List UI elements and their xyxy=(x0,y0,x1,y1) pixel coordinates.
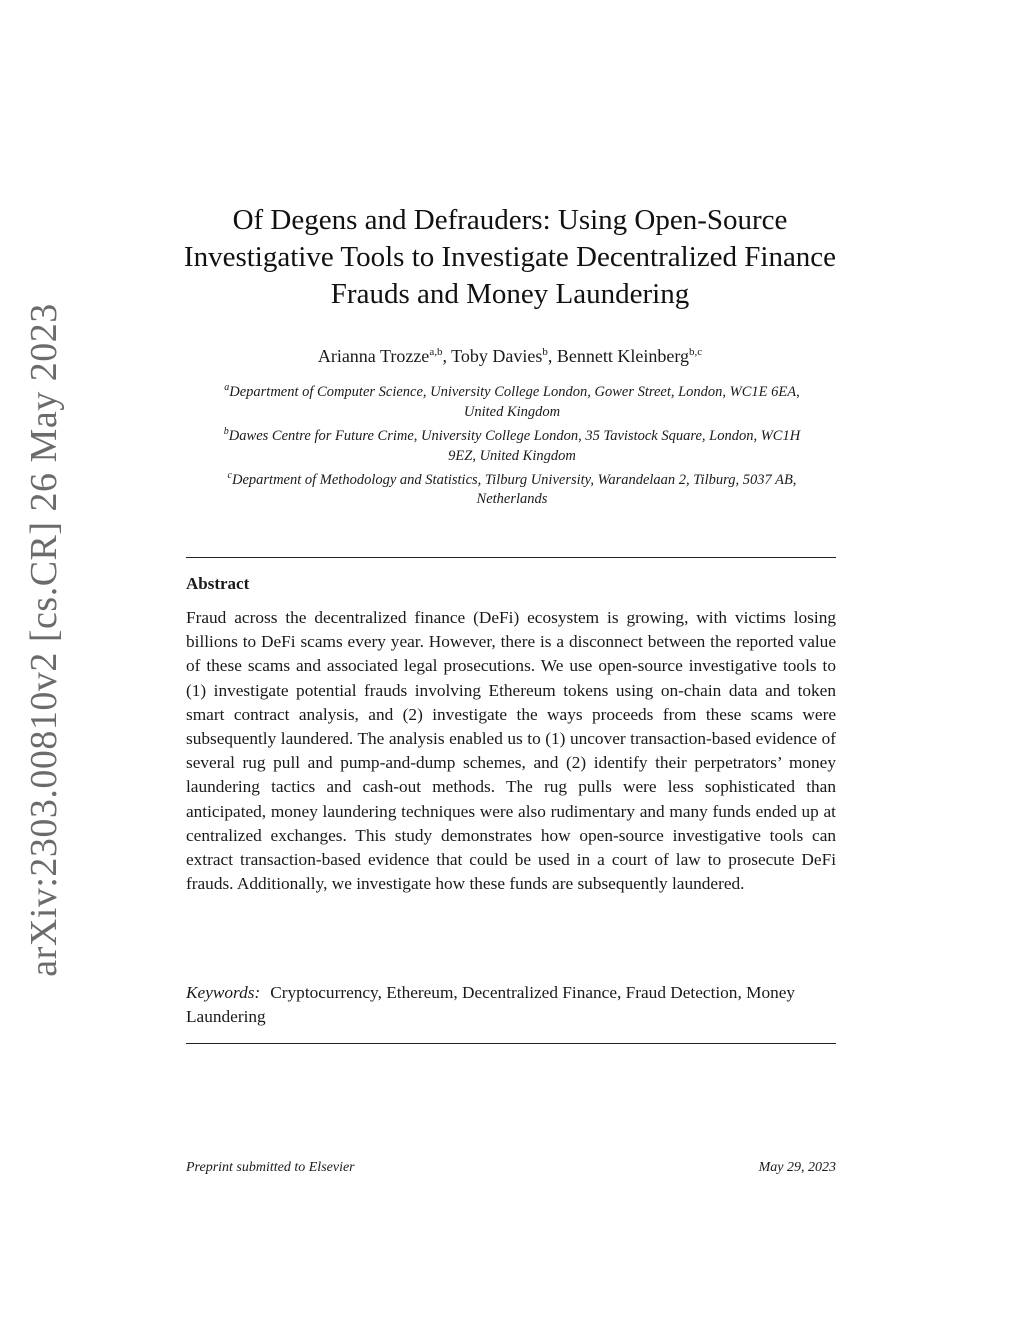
preprint-date: May 29, 2023 xyxy=(758,1160,836,1175)
author-separator: , xyxy=(442,346,452,366)
affiliations xyxy=(210,378,814,509)
preprint-note: Preprint submitted to Elsevier xyxy=(186,1160,355,1175)
affiliation-text: Department of Methodology and Statistics, Tilburg University, Warandelaan 2, Tilburg, 5037 AB, Netherlands xyxy=(232,471,797,508)
affiliation-key: b xyxy=(223,425,229,437)
author-name: Toby Davies xyxy=(451,346,543,366)
author-name: Arianna Trozze xyxy=(317,346,430,366)
keywords-label: Keywords: xyxy=(186,983,261,1002)
affiliation-key: a xyxy=(224,382,230,393)
affiliation xyxy=(210,466,814,510)
keywords-text: Cryptocurrency, Ethereum, Decentralized Finance, Fraud Detection, Money Laundering xyxy=(186,983,796,1027)
author-list xyxy=(160,340,860,368)
keywords xyxy=(186,981,796,1029)
abstract-text: Fraud across the decentralized finance (DeFi) ecosystem is growing, with victims losing billions to DeFi scams every year. However, there is a disconnect between the reported value of these scams and associated legal prosecutions. We use open-source investigative tools to (1) investigate potential frauds involving Ethereum tokens using on-chain data and token smart contract analysis, and (2) investigate the ways proceeds from these scams were subsequently laundered. The analysis enabled us to (1) uncover transaction-based evidence of several rug pull and pump-and-dump schemes, and (2) identify their perpetrators’ money laundering tactics and cash-out methods. The rug pulls were less sophisticated than anticipated, money laundering techniques were also rudimentary and many funds ended up at centralized exchanges. This study demonstrates how open-source investigative tools can extract transaction-based evidence that could be used in a court of law to prosecute DeFi frauds. Additionally, we investigate how these funds are subsequently laundered. xyxy=(186,608,836,894)
affiliation xyxy=(210,378,814,422)
author-affiliation-marker: b,c xyxy=(689,346,703,358)
title-line: Of Degens and Defrauders: Using Open-Source xyxy=(232,204,788,236)
title-line: Investigative Tools to Investigate Decentralized Finance xyxy=(183,241,837,273)
author-affiliation-marker: a,b xyxy=(429,346,443,358)
author-name: Bennett Kleinberg xyxy=(556,346,690,366)
author-affiliation-marker: b xyxy=(542,346,548,358)
affiliation-key: c xyxy=(227,469,232,481)
abstract-heading: Abstract xyxy=(186,574,250,593)
title-line: Frauds and Money Laundering xyxy=(330,278,690,310)
paper-title xyxy=(160,202,860,313)
affiliation xyxy=(210,422,814,466)
divider-top xyxy=(186,557,836,558)
affiliation-text: Dawes Centre for Future Crime, University College London, 35 Tavistock Square, London, WC1H 9EZ, United Kingdom xyxy=(228,427,801,464)
author-separator: , xyxy=(547,346,557,366)
divider-bottom xyxy=(186,1043,836,1044)
arxiv-identifier: arXiv:2303.00810v2 [cs.CR] 26 May 2023 xyxy=(23,303,65,977)
affiliation-text: Department of Computer Science, University College London, Gower Street, London, WC1E 6EA, United Kingdom xyxy=(229,383,800,420)
